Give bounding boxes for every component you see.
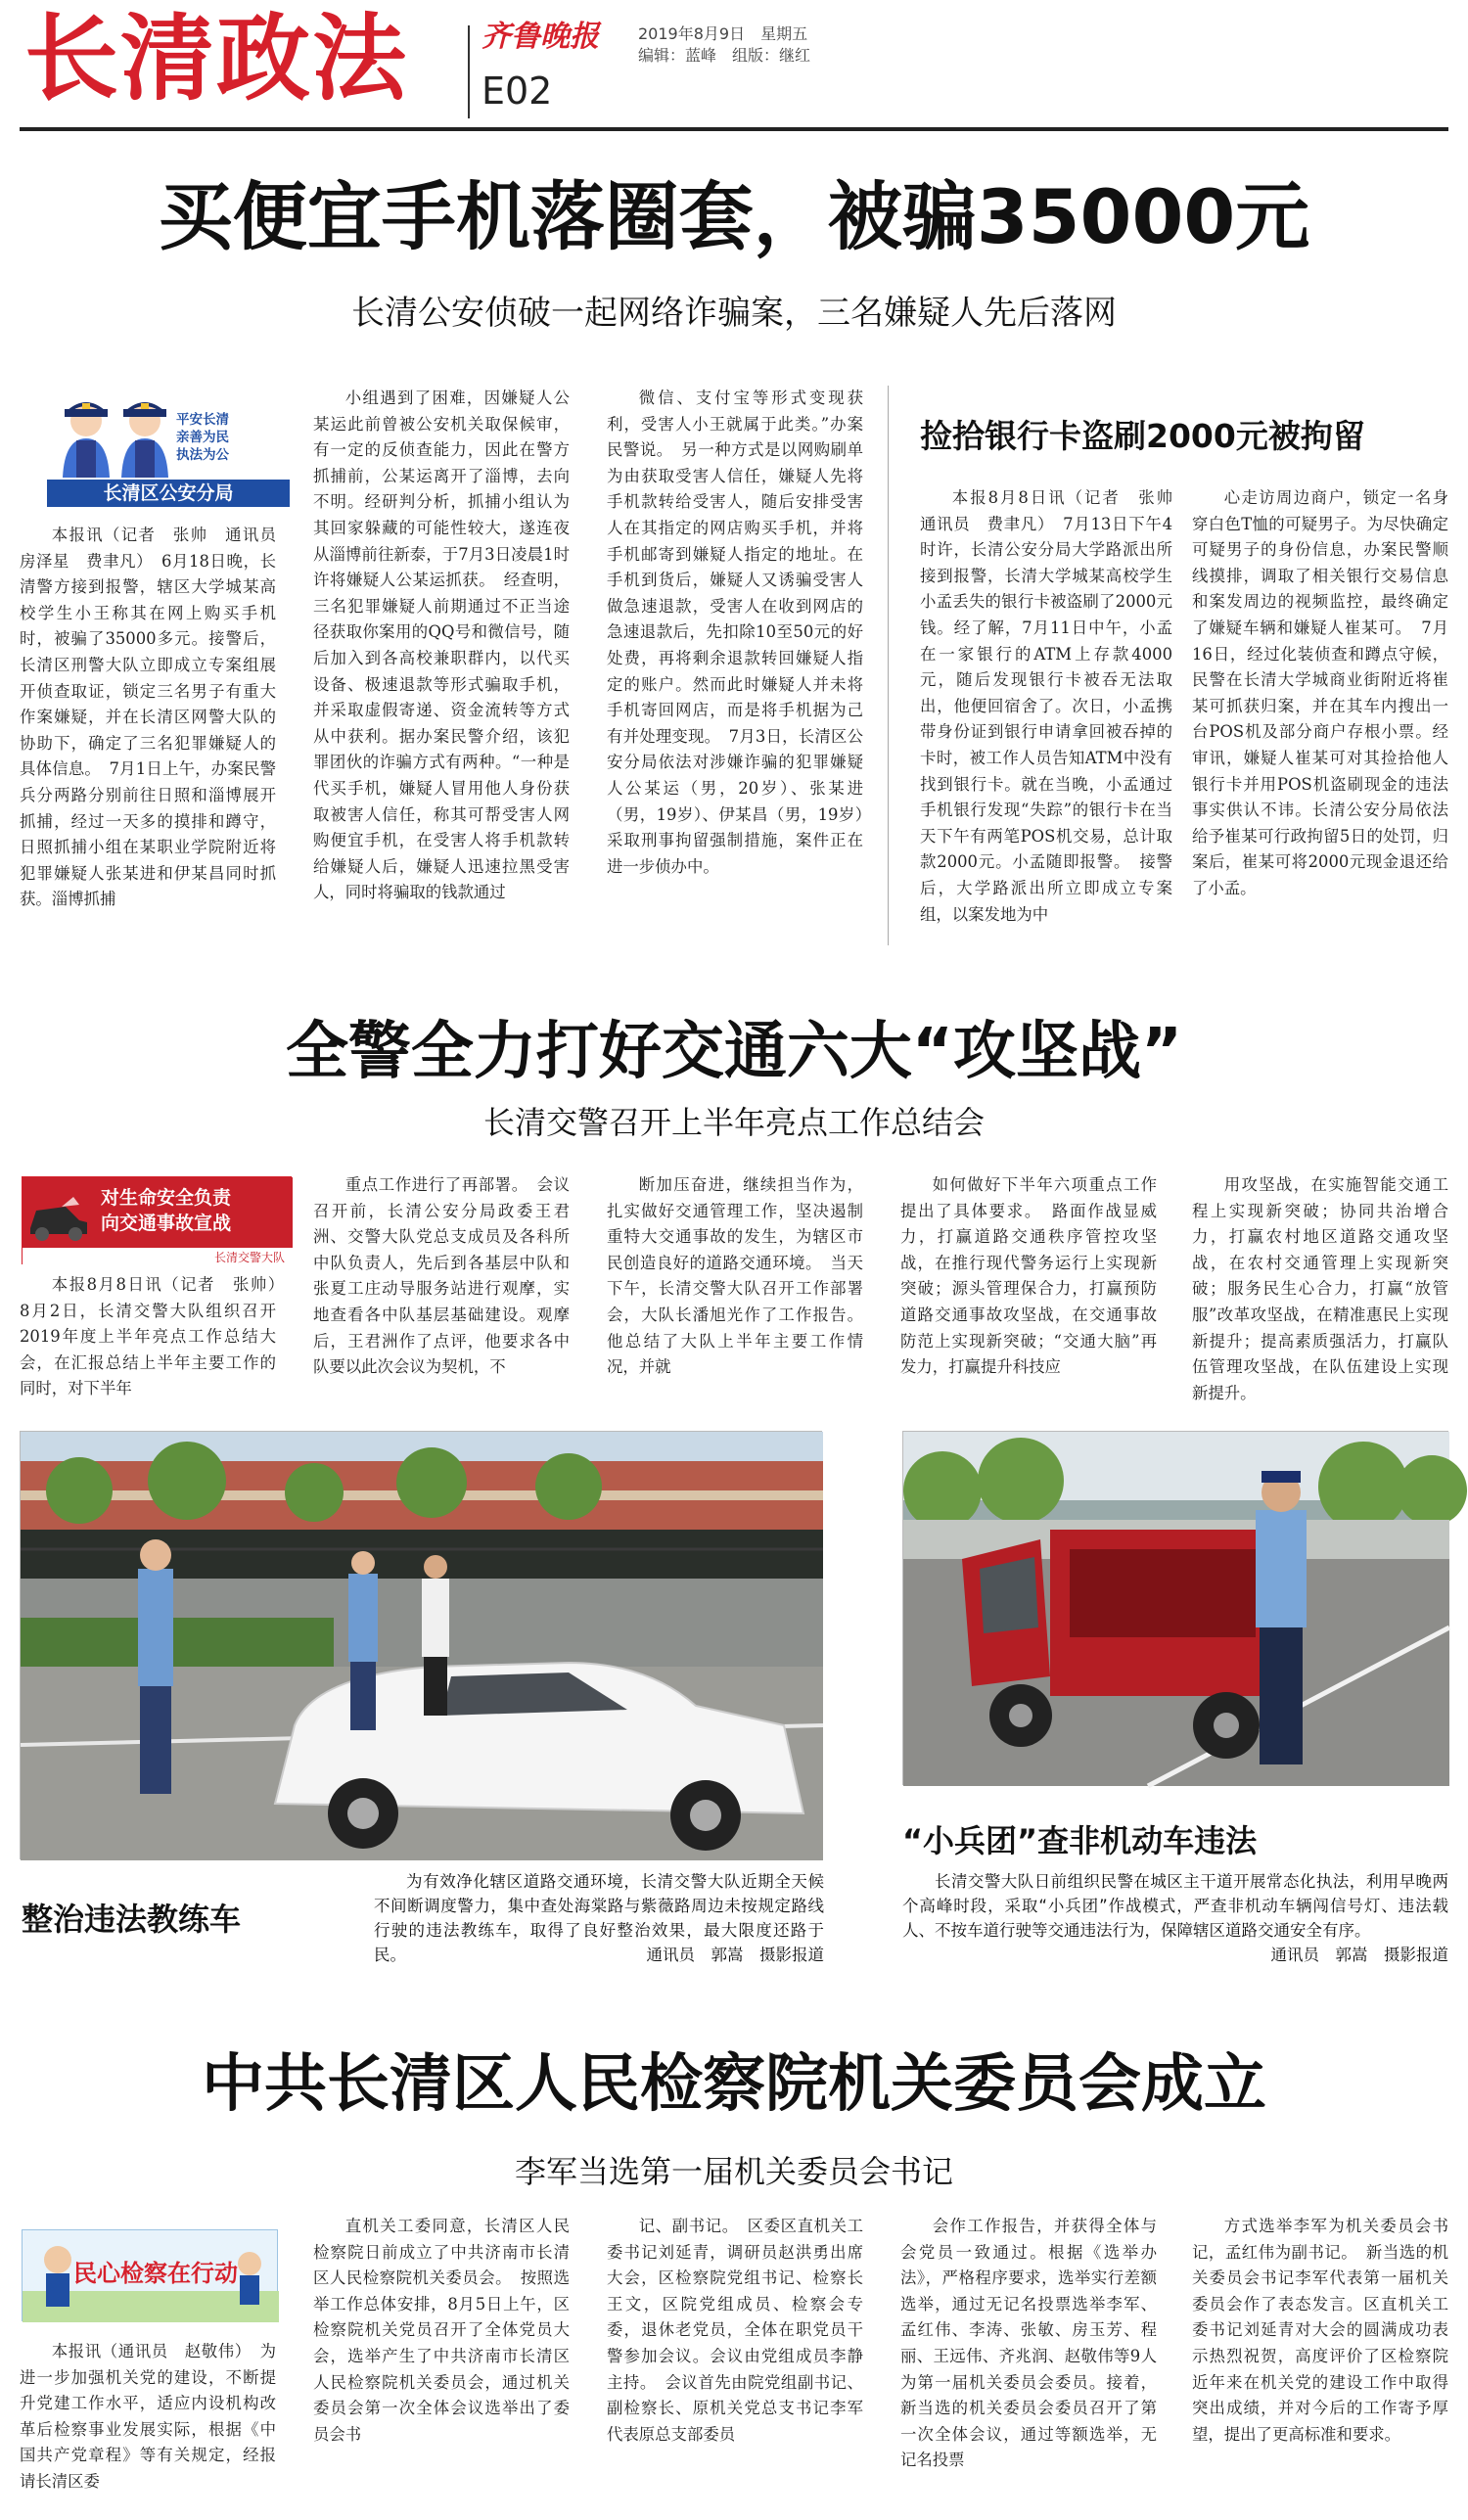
traffic-slogan-2: 向交通事故宣战 xyxy=(101,1213,232,1234)
story2-column-1: 本报8月8日讯（记者 张帅 通讯员 费聿凡） 7月13日下午4时许，长清公安分局大学路派出所接到报警，长清大学城某高校学生小孟丢失的银行卡被盗刷了2000元钱。经了解，7月11日中午，小孟在一家银行的ATM上存款4000元，随后发现银行卡被吞无法取出，他便回宿舍了。次日，小孟携带身份证到银行申请拿回被吞掉的卡时，被工作人员告知ATM中没有找到银行卡。就在当晚，小孟通过手机银行发现“失踪”的银行卡在当天下午有两笔POS机交易，总计取款2000元。小孟随即报警。 接警后，大学路派出所立即成立专案组，以案发地为中 xyxy=(920,488,1189,924)
story4-column-4: 会作工作报告，并获得全体与会党员一致通过。根据《选举办法》，严格程序要求，选举实行差额选举，通过无记名投票选举李军、孟红伟、李涛、张敏、房玉芳、程丽、王远伟、齐兆润、赵敬伟等9人为第一届机关委员会委员。接着，新当选的机关委员会委员召开了第一次全体会议，通过等额选举，无记名投票 xyxy=(900,2217,1157,2470)
coach-car-scene-icon xyxy=(21,1432,823,1860)
photo-left-credit: 通讯员 郭嵩 摄影报道 xyxy=(646,1946,824,1964)
photo-right-title: “小兵团”查非机动车违法 xyxy=(902,1822,1258,1859)
page-number: E02 xyxy=(482,69,553,113)
column-divider xyxy=(888,386,889,945)
tricycle-scene-icon xyxy=(903,1432,1449,1786)
story1-subhead: 长清公安侦破一起网络诈骗案，三名嫌疑人先后落网 xyxy=(351,294,1117,333)
procuratorate-badge-label: 民心检察在行动 xyxy=(73,2260,238,2287)
publication-date: 2019年8月9日 星期五 xyxy=(638,24,808,43)
story2-headline: 捡拾银行卡盗刷2000元被拘留 xyxy=(920,417,1365,455)
photo-left-caption: 为有效净化辖区道路交通环境，长清交警大队近期全天候不间断调度警力，集中查处海棠路与紫薇路周边未按规定路线行驶的违法教练车，取得了良好整治效果，最大限度还路于民。 xyxy=(374,1872,824,1964)
story4-column-2: 直机关工委同意，长清区人民检察院日前成立了中共济南市长清区人民检察院机关委员会。 按照选举工作总体安排，8月5日上午，区检察院机关党员召开了全体党员大会，选举产生了中共济南市长清区人民检察院机关委员会，通过机关委员会第一次全体会议选举出了委员会书 xyxy=(313,2217,570,2444)
story1-column-3: 微信、支付宝等形式变现获利，受害人小王就属于此类。”办案民警说。 另一种方式是以网购刷单为由获取受害人信任，嫌疑人先将手机款转给受害人，随后安排受害人在其指定的网店购买手机，并将手机邮寄到嫌疑人指定的地址。在手机到货后，嫌疑人又诱骗受害人做急速退款，受害人在收到网店的急速退款后，先扣除10至50元的好处费，再将剩余退款转回嫌疑人指定的账户。然而此时嫌疑人并未将手机寄回网店，而是将手机据为己有并处理变现。 7月3日，长清区公安分局依法对涉嫌诈骗的犯罪嫌疑人公某运（男，20岁）、张某进（男，19岁）、伊某昌（男，19岁）采取刑事拘留强制措施，案件正在进一步侦办中。 xyxy=(607,389,863,876)
editor-credits: 编辑：蓝峰 组版：继红 xyxy=(638,46,811,65)
story3-column-3: 断加压奋进，继续担当作为，扎实做好交通管理工作，坚决遏制重特大交通事故的发生，为辖区市民创造良好的道路交通环境。 当天下午，长清交警大队召开工作部署会，大队长潘旭光作了工作报告。他总结了大队上半年主要工作情况，并就 xyxy=(607,1175,863,1377)
story1-column-1: 本报讯（记者 张帅 通讯员 房泽星 费聿凡） 6月18日晚，长清警方接到报警，辖区大学城某高校学生小王称其在网上购买手机时，被骗了35000多元。接警后，长清区刑警大队立即成立专案组展开侦查取证，锁定三名男子有重大作案嫌疑，并在长清区网警大队的协助下，确定了三名犯罪嫌疑人的具体信息。 7月1日上午，办案民警兵分两路分别前往日照和淄博展开抓捕，经过一天多的摸排和蹲守，日照抓捕小组在某职业学院附近将犯罪嫌疑人张某进和伊某昌同时抓获。淄博抓捕 xyxy=(20,526,293,909)
photo-right-caption: 长清交警大队日前组织民警在城区主干道开展常态化执法，利用早晚两个高峰时段，采取“小兵团”作战模式，严查非机动车辆闯信号灯、违法载人、不按车道行驶等交通违法行为，保障辖区道路交通安全有序。 xyxy=(902,1872,1448,1940)
badge-slogan-1: 平安长清 xyxy=(176,412,229,428)
badge-caption: 长清区公安分局 xyxy=(103,482,234,504)
story3-subhead: 长清交警召开上半年亮点工作总结会 xyxy=(482,1104,985,1141)
section-title: 长清政法 xyxy=(24,4,408,114)
masthead-rule xyxy=(20,127,1448,131)
masthead-divider xyxy=(468,25,470,118)
tricycle-photo xyxy=(902,1431,1448,1785)
photo-left-title: 整治违法教练车 xyxy=(22,1901,242,1938)
traffic-badge xyxy=(22,1176,292,1264)
coach-car-photo xyxy=(20,1431,822,1859)
story3-column-5: 用攻坚战，在实施智能交通工程上实现新突破；协同共治增合力，打赢农村地区道路交通攻坚战，在农村交通管理上实现新突破；服务民生心合力，打赢“放管服”改革攻坚战，在精准惠民上实现新提升；提高素质强活力，打赢队伍管理攻坚战，在队伍建设上实现新提升。 xyxy=(1192,1175,1448,1402)
story4-column-1: 本报讯（通讯员 赵敬伟） 为进一步加强机关党的建设，不断提升党建工作水平，适应内设机构改革后检察事业发展实际，根据《中国共产党章程》等有关规定，经报请长清区委 xyxy=(20,2342,276,2491)
story4-subhead: 李军当选第一届机关委员会书记 xyxy=(514,2153,953,2190)
story3-headline: 全警全力打好交通六大“攻坚战” xyxy=(285,1016,1183,1088)
police-badge xyxy=(47,389,290,507)
story3-column-2: 重点工作进行了再部署。 会议召开前，长清公安分局政委王君洲、交警大队党总支成员及各科所中队负责人，先后到各基层中队和张夏工庄动导服务站进行观摩，实地查看各中队基层基础建设。观摩后，王君洲作了点评，他要求各中队要以此次会议为契机，不 xyxy=(313,1175,570,1377)
traffic-slogan-1: 对生命安全负责 xyxy=(101,1187,232,1209)
photo-right-credit: 通讯员 郭嵩 摄影报道 xyxy=(1270,1946,1448,1964)
story2-column-2: 心走访周边商户，锁定一名身穿白色T恤的可疑男子。为尽快确定可疑男子的身份信息，办案民警顺线摸排，调取了相关银行交易信息和案发周边的视频监控，最终确定了嫌疑车辆和嫌疑人崔某可。 7月16日，经过化装侦查和蹲点守候，民警在长清大学城商业街附近将崔某可抓获归案，并在其车内搜出一台POS机及部分商户存根小票。经审讯，嫌疑人崔某可对其捡拾他人银行卡并用POS机盗刷现金的违法事实供认不讳。长清公安分局依法给予崔某可行政拘留5日的处罚，归案后，崔某可将2000元现金退还给了小孟。 xyxy=(1192,488,1448,897)
story4-headline: 中共长清区人民检察院机关委员会成立 xyxy=(202,2048,1266,2121)
procuratorate-badge xyxy=(22,2229,278,2321)
badge-slogan-3: 执法为公 xyxy=(176,447,229,463)
story1-column-2: 小组遇到了困难，因嫌疑人公某运此前曾被公安机关取保候审，有一定的反侦查能力，因此在警方抓捕前，公某运离开了淄博，去向不明。经研判分析，抓捕小组认为其回家躲藏的可能性较大，遂连夜从淄博前往新泰，于7月3日凌晨1时许将嫌疑人公某运抓获。 经查明，三名犯罪嫌疑人前期通过不正当途径获取你案用的QQ号和微信号，随后加入到各高校兼职群内，以代买设备、极速退款等形式骗取手机，并采取虚假寄递、资金流转等方式从中获利。据办案民警介绍，该犯罪团伙的诈骗方式有两种。“一种是代买手机，嫌疑人冒用他人身份获取被害人信任，称其可帮受害人网购便宜手机，在受害人将手机款转给嫌疑人后，嫌疑人迅速拉黑受害人，同时将骗取的钱款通过 xyxy=(313,389,570,902)
story4-column-5: 方式选举李军为机关委员会书记，孟红伟为副书记。 新当选的机关委员会书记李军代表第一届机关委员会作了表态发言。区直机关工委书记刘延青对大会的圆满成功表示热烈祝贺，高度评价了区检察院近年来在机关党的建设工作中取得突出成绩，并对今后的工作寄予厚望，提出了更高标准和要求。 xyxy=(1192,2217,1448,2444)
newspaper-logo: 齐鲁晚报 xyxy=(482,20,599,54)
story3-column-1: 本报8月8日讯（记者 张帅） 8月2日，长清交警大队组织召开2019年度上半年亮点工作总结大会，在汇报总结上半年主要工作的同时，对下半年 xyxy=(20,1275,293,1398)
story4-column-3: 记、副书记。 区委区直机关工委书记刘延青，调研员赵洪勇出席大会，区检察院党组书记、检察长王文，区院党组成员、检察会专委，退休老党员，全体在职党员干警参加会议。会议由党组成员李静主持。 会议首先由院党组副书记、副检察长、原机关党总支书记李军代表原总支部委员 xyxy=(607,2217,863,2444)
story3-column-4: 如何做好下半年六项重点工作提出了具体要求。 路面作战显威力，打赢道路交通秩序管控攻坚战，在推行现代警务运行上实现新突破；源头管理保合力，打赢预防道路交通事故攻坚战，在交通事故防范上实现新突破；“交通大脑”再发力，打赢提升科技应 xyxy=(900,1175,1157,1377)
story1-headline: 买便宜手机落圈套，被骗35000元 xyxy=(158,173,1310,260)
traffic-badge-caption: 长清交警大队 xyxy=(213,1251,285,1264)
badge-slogan-2: 亲善为民 xyxy=(176,430,229,445)
